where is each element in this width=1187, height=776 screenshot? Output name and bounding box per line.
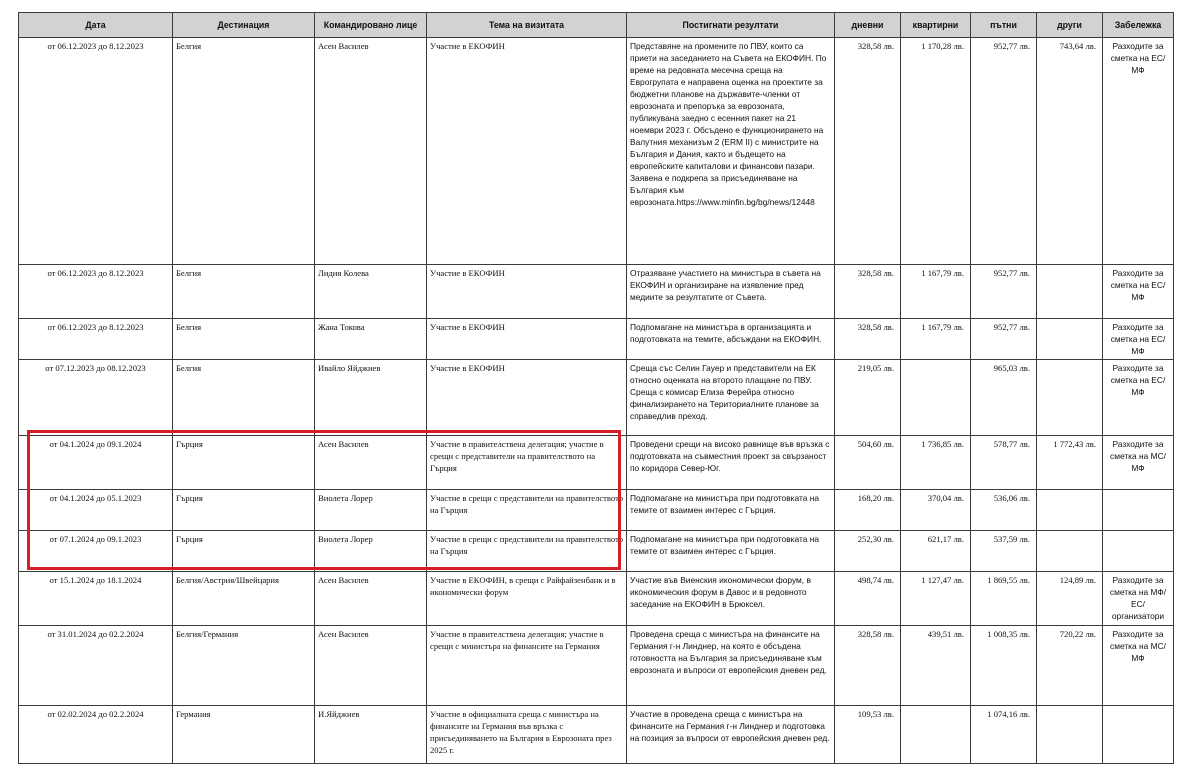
cell-destination: Белгия [173, 360, 315, 436]
cell-note [1103, 490, 1174, 531]
cell-per-diem: 504,60 лв. [835, 436, 901, 490]
cell-other [1037, 360, 1103, 436]
cell-destination: Гърция [173, 490, 315, 531]
cell-travel: 578,77 лв. [971, 436, 1037, 490]
cell-destination: Белгия [173, 319, 315, 360]
business-trips-table [18, 12, 1174, 764]
cell-note: Разходите за сметка на МФ/ЕС/организатори [1103, 572, 1174, 626]
header-other: други [1037, 13, 1103, 38]
table-row [19, 38, 1174, 265]
cell-destination: Германия [173, 706, 315, 764]
cell-accommodation: 1 127,47 лв. [901, 572, 971, 626]
cell-person: Асен Василев [315, 572, 427, 626]
cell-date: от 06.12.2023 до 8.12.2023 [19, 319, 173, 360]
cell-per-diem: 109,53 лв. [835, 706, 901, 764]
table-row [19, 572, 1174, 626]
table-row [19, 265, 1174, 319]
cell-note [1103, 531, 1174, 572]
cell-topic: Участие в срещи с представители на правителството на Гърция [427, 531, 627, 572]
cell-note: Разходите за сметка на МС/МФ [1103, 626, 1174, 706]
cell-topic: Участие в ЕКОФИН [427, 319, 627, 360]
cell-note: Разходите за сметка на ЕС/МФ [1103, 360, 1174, 436]
cell-results: Подпомагане на министъра при подготовката на темите от взаимен интерес с Гърция. [627, 531, 835, 572]
cell-date: от 04.1.2024 до 09.1.2024 [19, 436, 173, 490]
cell-note: Разходите за сметка на ЕС/МФ [1103, 319, 1174, 360]
cell-person: Ивайло Яйджиев [315, 360, 427, 436]
cell-travel: 1 869,55 лв. [971, 572, 1037, 626]
cell-note [1103, 706, 1174, 764]
cell-travel: 952,77 лв. [971, 319, 1037, 360]
cell-results: Среща със Селин Гауер и представители на ЕК относно оценката на второто плащане по ПВУ. Среща с комисар Елиза Ферейра относно финализирането на Териториалните планове за справедлив преход. [627, 360, 835, 436]
cell-travel: 965,03 лв. [971, 360, 1037, 436]
cell-travel: 952,77 лв. [971, 38, 1037, 265]
cell-results: Отразяване участието на министъра в съвета на ЕКОФИН и организиране на изявление пред медиите за резултатите от Съвета. [627, 265, 835, 319]
cell-topic: Участие в ЕКОФИН, в срещи с Райфайзенбанк и в икономически форум [427, 572, 627, 626]
cell-travel: 537,59 лв. [971, 531, 1037, 572]
cell-note: Разходите за сметка на ЕС/МФ [1103, 38, 1174, 265]
cell-per-diem: 328,58 лв. [835, 319, 901, 360]
header-accommodation: квартирни [901, 13, 971, 38]
cell-accommodation: 1 167,79 лв. [901, 319, 971, 360]
cell-topic: Участие в ЕКОФИН [427, 38, 627, 265]
cell-accommodation: 621,17 лв. [901, 531, 971, 572]
cell-topic: Участие в ЕКОФИН [427, 360, 627, 436]
cell-other [1037, 706, 1103, 764]
cell-other: 720,22 лв. [1037, 626, 1103, 706]
cell-date: от 15.1.2024 до 18.1.2024 [19, 572, 173, 626]
header-per-diem: дневни [835, 13, 901, 38]
table-row [19, 706, 1174, 764]
cell-accommodation: 1 170,28 лв. [901, 38, 971, 265]
cell-per-diem: 219,05 лв. [835, 360, 901, 436]
cell-results: Подпомагане на министъра при подготовката на темите от взаимен интерес с Гърция. [627, 490, 835, 531]
header-date: Дата [19, 13, 173, 38]
cell-accommodation: 370,04 лв. [901, 490, 971, 531]
cell-other: 124,89 лв. [1037, 572, 1103, 626]
cell-date: от 06.12.2023 до 8.12.2023 [19, 265, 173, 319]
cell-per-diem: 328,58 лв. [835, 626, 901, 706]
cell-travel: 536,06 лв. [971, 490, 1037, 531]
header-person: Командировано лице [315, 13, 427, 38]
header-results: Постигнати резултати [627, 13, 835, 38]
cell-travel: 1 008,35 лв. [971, 626, 1037, 706]
cell-per-diem: 168,20 лв. [835, 490, 901, 531]
cell-travel: 952,77 лв. [971, 265, 1037, 319]
cell-person: Асен Василев [315, 38, 427, 265]
cell-person: Лидия Колева [315, 265, 427, 319]
cell-date: от 07.1.2024 до 09.1.2023 [19, 531, 173, 572]
cell-destination: Белгия [173, 265, 315, 319]
cell-person: Жана Токова [315, 319, 427, 360]
header-row [19, 13, 1174, 38]
table-row [19, 531, 1174, 572]
cell-results: Представяне на промените по ПВУ, които са приети на заседанието на Съвета на ЕКОФИН. По време на редовната месечна среща на Еврогрупата е направена оценка на проектите за бюджетни планове на държавите-членки от еврозоната и препоръка за еврозоната, публикувана заедно с есенния пакет на 21 ноември 2023 г. Обсъдено е функционирането на Валутния механизъм 2 (ERM II) с министрите на България и Дания, както и бъдещето на европейските капиталови и финансови пазари. Заявена е подкрепа за присъединяване на България към еврозоната.https://www.minfin.bg/bg/news/12448 [627, 38, 835, 265]
cell-other: 1 772,43 лв. [1037, 436, 1103, 490]
cell-accommodation [901, 360, 971, 436]
cell-person: Виолета Лорер [315, 531, 427, 572]
cell-other [1037, 531, 1103, 572]
trips-table-sheet [18, 12, 1174, 764]
cell-per-diem: 252,30 лв. [835, 531, 901, 572]
cell-person: И.Яйджиев [315, 706, 427, 764]
cell-destination: Белгия/Германия [173, 626, 315, 706]
table-row [19, 360, 1174, 436]
cell-topic: Участие в правителствена делегация; участие в срещи с министъра на финансите на Германия [427, 626, 627, 706]
cell-topic: Участие в правителствена делегация; участие в срещи с представители на правителството на Гърция [427, 436, 627, 490]
cell-per-diem: 328,58 лв. [835, 265, 901, 319]
cell-destination: Белгия [173, 38, 315, 265]
cell-results: Проведена среща с министъра на финансите на Германия г-н Линднер, на която е обсъдена готовността на България за присъединяване към еврозоната и въпроси от европейския дневен ред. [627, 626, 835, 706]
cell-per-diem: 498,74 лв. [835, 572, 901, 626]
cell-accommodation: 1 736,85 лв. [901, 436, 971, 490]
table-row [19, 490, 1174, 531]
header-travel: пътни [971, 13, 1037, 38]
cell-person: Виолета Лорер [315, 490, 427, 531]
header-note: Забележка [1103, 13, 1174, 38]
cell-date: от 07.12.2023 до 08.12.2023 [19, 360, 173, 436]
cell-other [1037, 490, 1103, 531]
cell-results: Участие във Виенския икономически форум, в икономическия форум в Давос и в редовното заседание на ЕКОФИН в Брюксел. [627, 572, 835, 626]
cell-results: Участие в проведена среща с министъра на финансите на Германия г-н Линднер и подготовка на позиция за въпроси от европейския дневен ред. [627, 706, 835, 764]
cell-destination: Белгия/Австрия/Швейцария [173, 572, 315, 626]
header-destination: Дестинация [173, 13, 315, 38]
cell-accommodation: 439,51 лв. [901, 626, 971, 706]
cell-person: Асен Василев [315, 436, 427, 490]
cell-other [1037, 319, 1103, 360]
cell-destination: Гърция [173, 436, 315, 490]
cell-other [1037, 265, 1103, 319]
cell-results: Подпомагане на министъра в организацията и подготовката на темите, абсъждани на ЕКОФИН. [627, 319, 835, 360]
cell-date: от 04.1.2024 до 05.1.2023 [19, 490, 173, 531]
cell-topic: Участие в срещи с представители на правителството на Гърция [427, 490, 627, 531]
cell-note: Разходите за сметка на МС/МФ [1103, 436, 1174, 490]
cell-accommodation [901, 706, 971, 764]
table-row [19, 319, 1174, 360]
header-topic: Тема на визитата [427, 13, 627, 38]
cell-travel: 1 074,16 лв. [971, 706, 1037, 764]
cell-topic: Участие в ЕКОФИН [427, 265, 627, 319]
cell-topic: Участие в официалната среща с министъра на финансите на Германия във връзка с присъединяването на България в Еврозоната през 2025 г. [427, 706, 627, 764]
cell-accommodation: 1 167,79 лв. [901, 265, 971, 319]
table-row [19, 626, 1174, 706]
cell-date: от 31.01.2024 до 02.2.2024 [19, 626, 173, 706]
cell-results: Проведени срещи на високо равнище във връзка с подготовката на съвместния проект за свързаност по коридора Север-Юг. [627, 436, 835, 490]
cell-date: от 02.02.2024 до 02.2.2024 [19, 706, 173, 764]
cell-date: от 06.12.2023 до 8.12.2023 [19, 38, 173, 265]
cell-other: 743,64 лв. [1037, 38, 1103, 265]
cell-per-diem: 328,58 лв. [835, 38, 901, 265]
cell-note: Разходите за сметка на ЕС/МФ [1103, 265, 1174, 319]
cell-person: Асен Василев [315, 626, 427, 706]
table-row [19, 436, 1174, 490]
cell-destination: Гърция [173, 531, 315, 572]
